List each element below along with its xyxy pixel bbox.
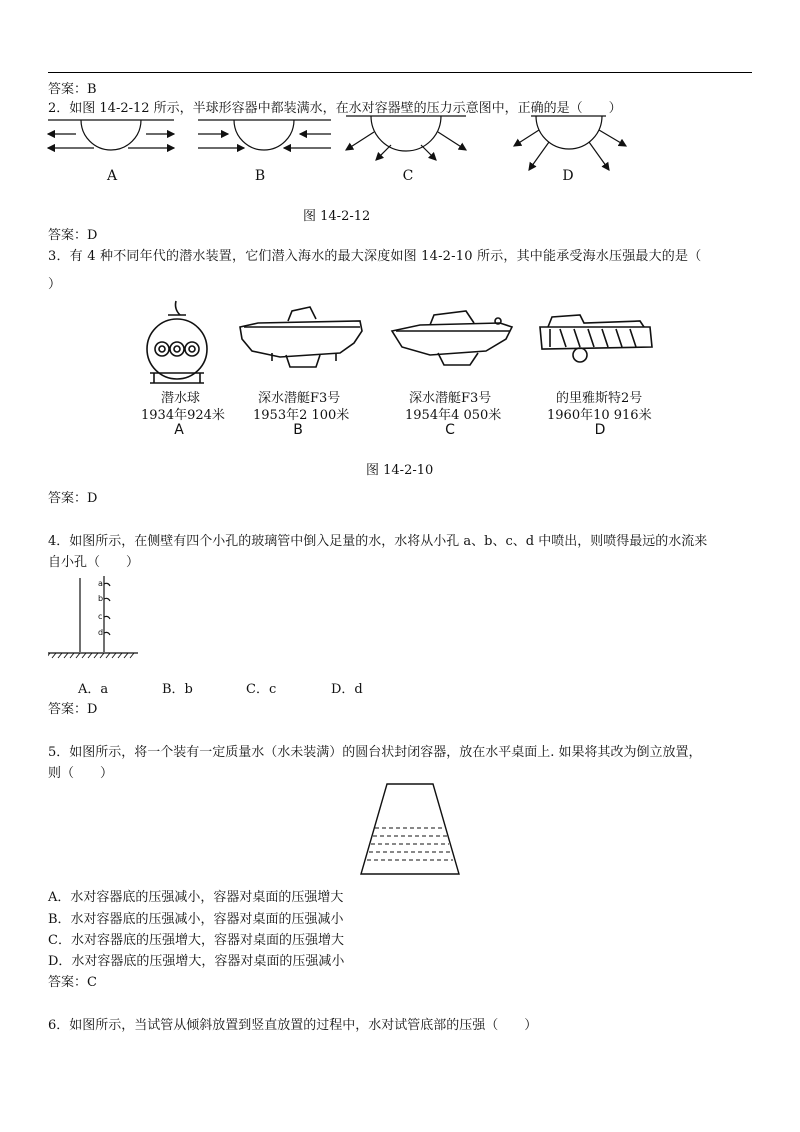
q3-device-b-name: 深水潜艇F3号 [258,391,341,406]
q4-stem-line2: 自小孔（ ） [48,555,140,570]
q3-device-d-label: D [594,422,606,438]
header-rule [48,72,752,73]
q1-answer: 答案：B [48,82,97,97]
hemisphere-c [346,116,466,160]
q3-device-d-year-depth: 1960年10 916米 [547,408,652,423]
q3-figure-caption: 图 14-2-10 [366,463,434,478]
q3-stem-line1: 3．有 4 种不同年代的潜水装置，它们潜入海水的最大深度如图 14-2-10 所示，其中能承受海水压强最大的是（ [48,249,702,264]
q4-stem-line1: 4．如图所示，在侧壁有四个小孔的玻璃管中倒入足量的水，水将从小孔 a、b、c、d 中喷出，则喷得最远的水流来 [48,534,708,549]
submarine-f3-1954-image [392,311,512,365]
q5-stem-line1: 5．如图所示，将一个装有一定质量水（水未装满）的圆台状封闭容器，放在水平桌面上. 如果将其改为倒立放置， [48,745,702,760]
q4-option-d: D．d [331,682,363,697]
q3-device-c-name: 深水潜艇F3号 [409,391,492,406]
bathysphere-image [147,301,207,383]
hemisphere-d [514,116,626,170]
q5-option-a: A．水对容器底的压强减小，容器对桌面的压强增大 [48,890,344,905]
q3-stem-line2: ） [48,277,62,292]
hemisphere-b [198,120,331,150]
q3-device-b-label: B [293,422,303,438]
hole-d-label: d [98,628,104,637]
q5-option-c: C．水对容器底的压强增大，容器对桌面的压强增大 [48,933,344,948]
q4-figure-tube [48,572,138,660]
q6-stem: 6．如图所示，当试管从倾斜放置到竖直放置的过程中，水对试管底部的压强（ ） [48,1018,538,1033]
submarine-f3-1953-image [240,307,362,367]
q4-option-c: C．c [246,682,277,697]
q2-option-d-label: D [562,168,574,184]
q5-stem-line2: 则（ ） [48,766,114,781]
q5-option-d: D．水对容器底的压强增大，容器对桌面的压强减小 [48,954,345,969]
q4-answer: 答案：D [48,702,98,717]
q3-device-d-name: 的里雅斯特2号 [556,391,643,406]
q5-answer: 答案：C [48,975,97,990]
q4-option-a: A．a [78,682,109,697]
q3-figure-submersibles [140,297,665,389]
q2-answer: 答案：D [48,228,98,243]
q4-option-b: B．b [162,682,193,697]
q2-option-c-label: C [402,168,414,184]
q2-stem: 2．如图 14-2-12 所示，半球形容器中都装满水，在水对容器壁的压力示意图中，正确的是（ ） [48,101,622,116]
q2-option-a-label: A [106,168,118,184]
q3-device-c-label: C [445,422,455,438]
trieste-image [540,315,652,362]
hole-a-label: a [98,579,103,588]
q3-device-b-year-depth: 1953年2 100米 [253,408,350,423]
q3-device-a-label: A [174,422,184,438]
q3-device-a-year-depth: 1934年924米 [141,408,225,423]
q3-device-a-name: 潜水球 [161,391,201,406]
q2-figure-hemispheres [46,112,636,187]
hole-b-label: b [98,594,104,603]
hemisphere-a [48,120,174,150]
q5-figure-frustum-container [355,780,465,878]
q2-figure-caption: 图 14-2-12 [303,209,371,224]
q3-answer: 答案：D [48,491,98,506]
q5-option-b: B．水对容器底的压强减小，容器对桌面的压强减小 [48,912,344,927]
q3-device-c-year-depth: 1954年4 050米 [405,408,502,423]
hole-c-label: c [98,612,103,621]
q2-option-b-label: B [254,168,266,184]
